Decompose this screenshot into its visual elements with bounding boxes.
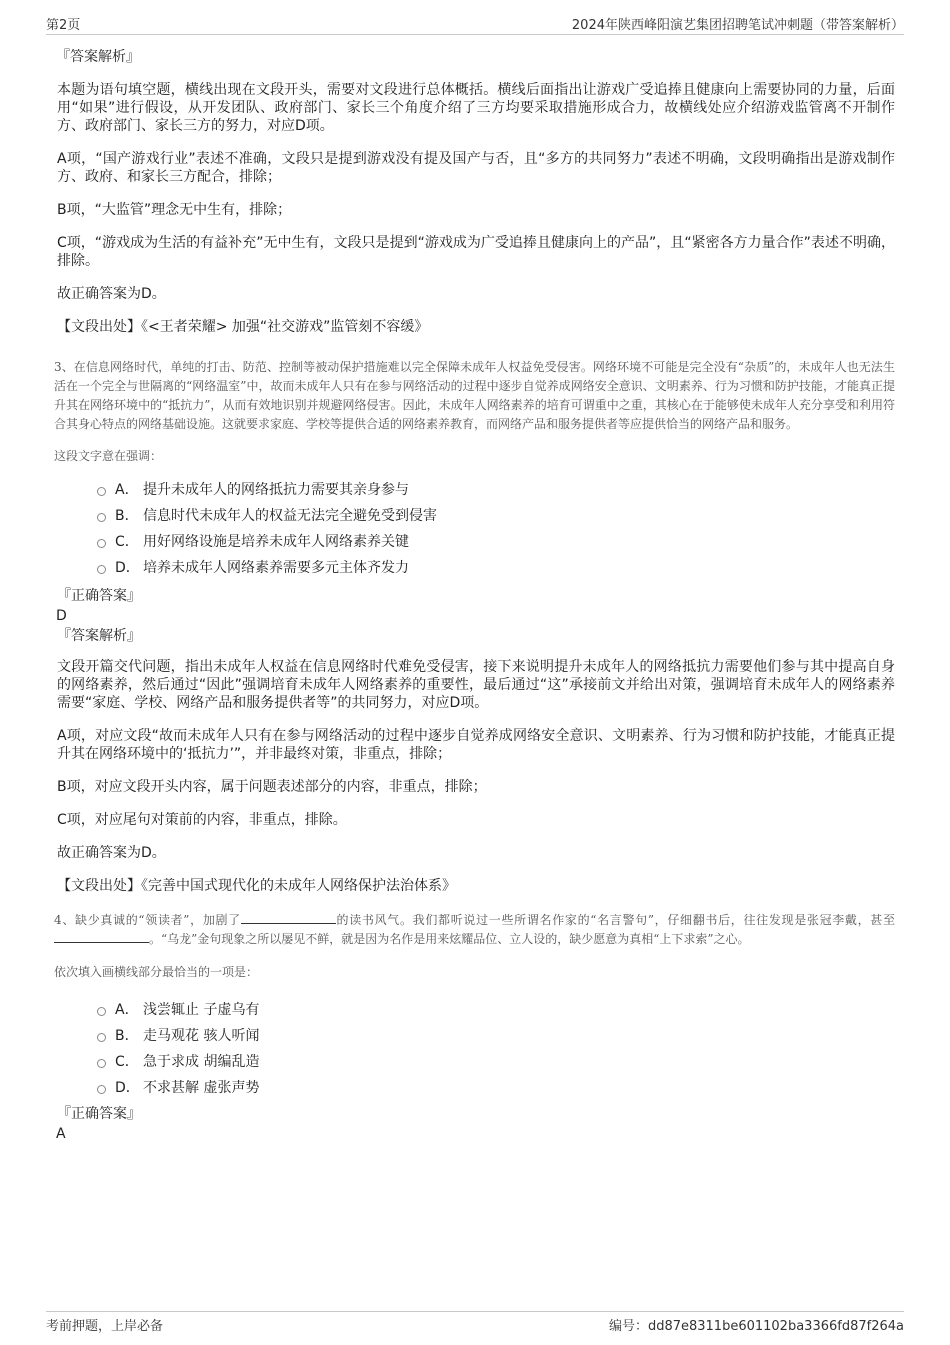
- option-text: 浅尝辄止 子虚乌有: [143, 1002, 260, 1018]
- page-footer: [46, 1311, 904, 1334]
- page-header: [46, 14, 904, 35]
- page-number: 第2页: [46, 18, 81, 33]
- footer-slogan: 考前押题，上岸必备: [46, 1319, 164, 1334]
- option-a[interactable]: [97, 476, 895, 502]
- option-text: 走马观花 骇人听闻: [143, 1028, 260, 1044]
- passage-source: 【文段出处】《<王者荣耀> 加强“社交游戏”监管刻不容缓》: [57, 319, 429, 335]
- option-letter: C．: [115, 534, 139, 550]
- code-value: dd87e8311be601102ba3366fd87f264a: [647, 1319, 904, 1334]
- option-text: 急于求成 胡编乱造: [143, 1054, 260, 1070]
- analysis-option-b: B项，“大监管”理念无中生有，排除；: [57, 202, 292, 218]
- option-letter: A．: [115, 1002, 139, 1018]
- question-4-text: [54, 911, 895, 949]
- document-title: 2024年陕西峰阳演艺集团招聘笔试冲刺题（带答案解析）: [571, 18, 904, 33]
- answer-blank: [54, 930, 149, 943]
- option-text: 用好网络设施是培养未成年人网络素养关键: [143, 534, 409, 550]
- option-text: 提升未成年人的网络抵抗力需要其亲身参与: [143, 482, 409, 498]
- option-d[interactable]: [97, 1074, 895, 1100]
- question-3-text: 3、在信息网络时代，单纯的打击、防范、控制等被动保护措施难以完全保障未成年人权益免受侵害。网络环境不可能是完全没有“杂质”的，未成年人也无法生活在一个完全与世隔离的“网络温室”中，故而未成年人只有在参与网络活动的过程中逐步自觉养成网络安全意识、文明素养、行为习惯和防护技能，才能真正提升其在网络环境中的“抵抗力”，从而有效地识别并规避网络侵害。因此，未成年人网络素养的培育可谓重中之重，其核心在于能够使未成年人充分享受和利用符合其身心特点的网络基础设施。这就要求家庭、学校等提供合适的网络素养教育，而网络产品和服务提供者等应提供恰当的网络产品和服务。: [54, 360, 895, 431]
- radio-icon[interactable]: [97, 1033, 106, 1042]
- option-letter: B．: [115, 508, 139, 524]
- option-letter: A．: [115, 482, 139, 498]
- question-3-options: [97, 476, 895, 580]
- analysis-option-c: C项，“游戏成为生活的有益补充”无中生有，文段只是提到“游戏成为广受追捧且健康向上的产品”，且“紧密各方力量合作”表述不明确，排除。: [57, 235, 895, 269]
- correct-answer: A: [56, 1126, 66, 1142]
- passage-source: 【文段出处】《完善中国式现代化的未成年人网络保护法治体系》: [57, 878, 456, 894]
- question-3-prompt: 这段文字意在强调：: [54, 449, 163, 463]
- option-c[interactable]: [97, 528, 895, 554]
- option-b[interactable]: [97, 502, 895, 528]
- document-code: [609, 1315, 904, 1334]
- correct-answer-tag: 『正确答案』: [57, 1106, 141, 1122]
- option-letter: B．: [115, 1028, 139, 1044]
- radio-icon[interactable]: [97, 1007, 106, 1016]
- code-label: 编号：: [608, 1319, 648, 1334]
- radio-icon[interactable]: [97, 1059, 106, 1068]
- analysis-paragraph: 文段开篇交代问题，指出未成年人权益在信息网络时代难免受侵害，接下来说明提升未成年人的网络抵抗力需要他们参与其中提高自身的网络素养，然后通过“因此”强调培育未成年人网络素养的重要性，最后通过“这”承接前文并给出对策，强调培育未成年人的网络素养需要“家庭、学校、网络产品和服务提供者等”的共同努力，对应D项。: [57, 659, 895, 711]
- question-4-options: [97, 996, 895, 1100]
- analysis-tag: 『答案解析』: [57, 628, 141, 644]
- option-text: 培养未成年人网络素养需要多元主体齐发力: [143, 560, 409, 576]
- analysis-tag: 『答案解析』: [56, 49, 140, 65]
- question-4-part-1: 4、缺少真诚的“领读者”，加剧了: [54, 913, 241, 927]
- page-content: [54, 47, 895, 1144]
- analysis-option-b: B项，对应文段开头内容，属于问题表述部分的内容，非重点，排除；: [57, 779, 487, 795]
- radio-icon[interactable]: [97, 1085, 106, 1094]
- option-letter: C．: [115, 1054, 139, 1070]
- radio-icon[interactable]: [97, 565, 106, 574]
- option-d[interactable]: [97, 554, 895, 580]
- radio-icon[interactable]: [97, 487, 106, 496]
- analysis-paragraph: 本题为语句填空题，横线出现在文段开头，需要对文段进行总体概括。横线后面指出让游戏广受追捧且健康向上需要协同的力量，后面用“如果”进行假设，从开发团队、政府部门、家长三个角度介绍了三方均要采取措施形成合力，故横线处应介绍游戏监管离不开制作方、政府部门、家长三方的努力，对应D项。: [57, 82, 895, 134]
- option-text: 不求甚解 虚张声势: [143, 1080, 260, 1096]
- option-text: 信息时代未成年人的权益无法完全避免受到侵害: [143, 508, 437, 524]
- option-a[interactable]: [97, 996, 895, 1022]
- question-4-part-2: 的读书风气。我们都听说过一些所谓名作家的“名言警句”，仔细翻书后，往往发现是张冠李戴，甚至: [335, 913, 895, 927]
- analysis-conclusion: 故正确答案为D。: [57, 845, 166, 861]
- radio-icon[interactable]: [97, 539, 106, 548]
- option-c[interactable]: [97, 1048, 895, 1074]
- analysis-option-a: A项，“国产游戏行业”表述不准确，文段只是提到游戏没有提及国产与否，且“多方的共同努力”表述不明确，文段明确指出是游戏制作方、政府、和家长三方配合，排除；: [57, 151, 895, 185]
- analysis-option-c: C项，对应尾句对策前的内容，非重点，排除。: [57, 812, 347, 828]
- option-letter: D．: [115, 1080, 140, 1096]
- correct-answer: D: [56, 608, 67, 624]
- answer-blank: [241, 911, 336, 924]
- option-letter: D．: [115, 560, 140, 576]
- option-b[interactable]: [97, 1022, 895, 1048]
- question-4-prompt: 依次填入画横线部分最恰当的一项是：: [54, 965, 259, 979]
- correct-answer-tag: 『正确答案』: [57, 588, 141, 604]
- radio-icon[interactable]: [97, 513, 106, 522]
- analysis-option-a: A项，对应文段“故而未成年人只有在参与网络活动的过程中逐步自觉养成网络安全意识、文明素养、行为习惯和防护技能，才能真正提升其在网络环境中的‘抵抗力’”，并非最终对策，非重点，排除；: [57, 728, 895, 762]
- question-4-part-3: 。“乌龙”金句现象之所以屡见不鲜，就是因为名作是用来炫耀品位、立人设的，缺少愿意为真相“上下求索”之心。: [149, 932, 750, 946]
- analysis-conclusion: 故正确答案为D。: [57, 286, 166, 302]
